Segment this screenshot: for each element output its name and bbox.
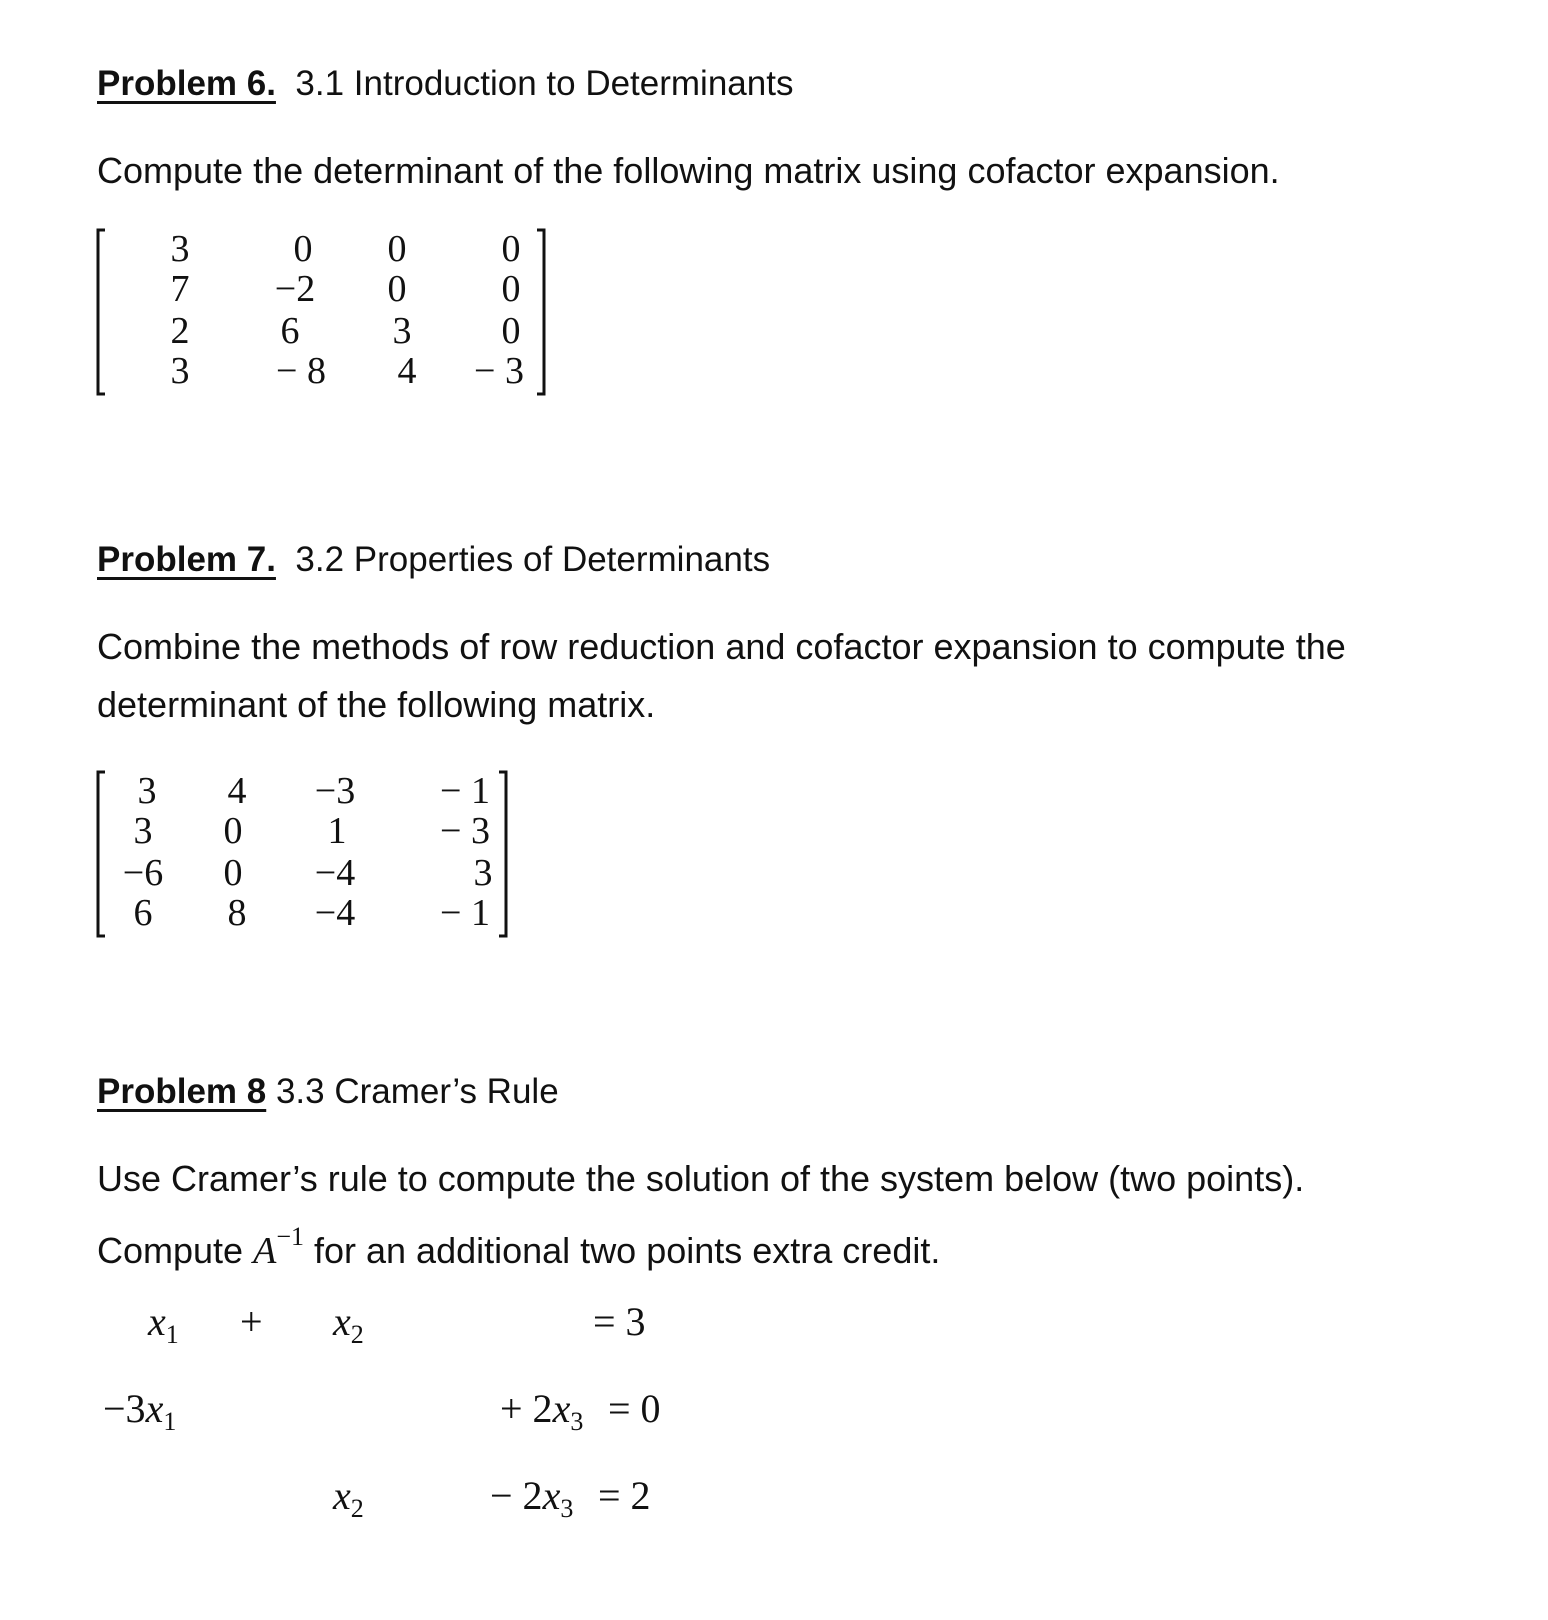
eq1-rhs: = 3 xyxy=(593,1299,646,1344)
problem-8-instruction-line-2 xyxy=(97,1208,940,1280)
matrix-cell: −3 xyxy=(314,770,356,812)
matrix-cell: 3 xyxy=(137,770,157,812)
matrix-cell: 0 xyxy=(501,310,521,352)
matrix-cell: 6 xyxy=(280,310,300,352)
eq1-x1: $x_1$ xyxy=(148,1299,179,1349)
matrix-cell: −6 xyxy=(122,852,164,894)
matrix-cell: 4 xyxy=(227,770,247,812)
problem-7-title: 3.2 Properties of Determinants xyxy=(295,540,771,579)
matrix-cell: −2 xyxy=(274,268,316,310)
matrix-cell: −4 xyxy=(314,852,356,894)
problem-8-label: Problem 8 xyxy=(97,1072,267,1111)
problem-6-matrix xyxy=(95,228,555,398)
instruction-text: Compute xyxy=(97,1230,244,1271)
eq2-x1: $-3x_1$ xyxy=(103,1386,177,1436)
matrix-cell: − 3 xyxy=(440,810,490,852)
eq1-plus: + xyxy=(240,1299,263,1344)
matrix-cell: 2 xyxy=(170,310,190,352)
matrix-cell: 0 xyxy=(223,810,243,852)
instruction-text: for an additional two points extra credit. xyxy=(314,1230,941,1271)
matrix-cell: 3 xyxy=(133,810,153,852)
matrix-cell: 0 xyxy=(293,228,313,270)
matrix-cell: 7 xyxy=(170,268,190,310)
matrix-cell: 0 xyxy=(223,852,243,894)
matrix-cell: 0 xyxy=(387,268,407,310)
matrix-cell: 3 xyxy=(170,350,190,392)
problem-8-title: 3.3 Cramer’s Rule xyxy=(275,1072,559,1111)
matrix-cell: 3 xyxy=(473,852,493,894)
eq3-rhs: = 2 xyxy=(598,1473,651,1518)
matrix-cell: − 3 xyxy=(474,350,524,392)
problem-7-heading xyxy=(97,540,770,580)
matrix-cell: 8 xyxy=(227,892,247,934)
matrix-cell: 3 xyxy=(392,310,412,352)
matrix-cell: 1 xyxy=(327,810,347,852)
problem-7-matrix xyxy=(95,770,525,940)
problem-7-label: Problem 7. xyxy=(97,540,276,579)
eq1-x2: $x_2$ xyxy=(333,1299,364,1349)
eq2-x3-term: + $2x_3$ xyxy=(500,1386,584,1436)
problem-8-heading xyxy=(97,1072,559,1112)
inverse-exponent: −1 xyxy=(276,1222,304,1251)
problem-6-title: 3.1 Introduction to Determinants xyxy=(295,64,794,103)
matrix-cell: 6 xyxy=(133,892,153,934)
problem-7-instruction-line-2: determinant of the following matrix. xyxy=(97,684,656,725)
matrix-cell: 0 xyxy=(501,228,521,270)
problem-8-instruction-line-1: Use Cramer’s rule to compute the solution of the system below (two points). xyxy=(97,1158,1305,1199)
problem-6-label: Problem 6. xyxy=(97,64,276,103)
matrix-cell: − 8 xyxy=(276,350,326,392)
eq3-x2: $x_2$ xyxy=(333,1473,364,1523)
matrix-cell: − 1 xyxy=(440,770,490,812)
matrix-cell: −4 xyxy=(314,892,356,934)
problem-6-instruction: Compute the determinant of the following matrix using cofactor expansion. xyxy=(97,150,1280,191)
matrix-cell: 3 xyxy=(170,228,190,270)
problem-6-heading xyxy=(97,64,793,104)
matrix-cell: − 1 xyxy=(440,892,490,934)
left-bracket xyxy=(95,228,107,398)
eq3-x3-term: − $2x_3$ xyxy=(490,1473,574,1523)
matrix-cell: 0 xyxy=(501,268,521,310)
matrix-cell: 4 xyxy=(397,350,417,392)
eq2-rhs: = 0 xyxy=(608,1386,661,1431)
matrix-cell: 0 xyxy=(387,228,407,270)
problem-7-instruction-line-1: Combine the methods of row reduction and cofactor expansion to compute the xyxy=(97,626,1346,667)
matrix-a-symbol: A xyxy=(253,1230,277,1272)
